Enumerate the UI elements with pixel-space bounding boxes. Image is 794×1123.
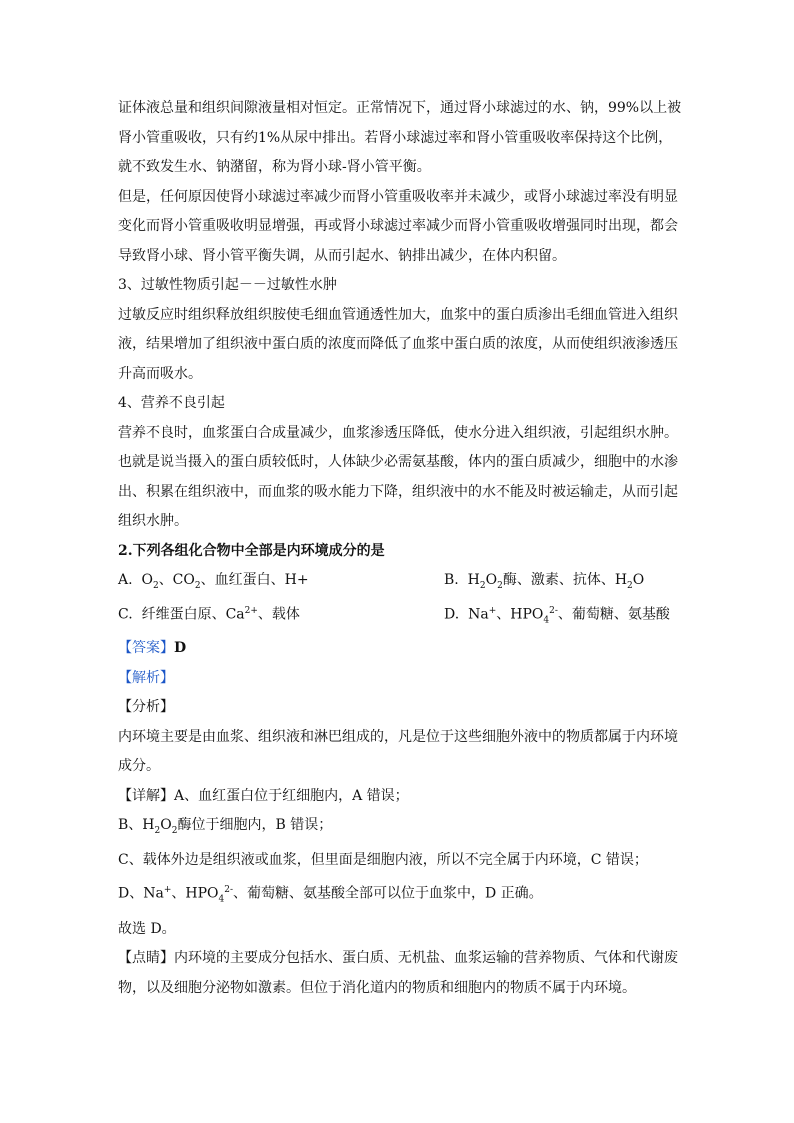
question-options — [118, 566, 678, 634]
nutrition-heading: 4、营养不良引起 — [118, 395, 225, 411]
analysis-tag: 【解析】 — [118, 669, 174, 686]
allergy-heading: 3、过敏性物质引起－－过敏性水肿 — [118, 277, 337, 293]
text-line: 证体液总量和组织间隙液量相对恒定。正常情况下，通过肾小球滤过的水、钠，99%以上被 — [118, 100, 682, 116]
text-line: 营养不良时，血浆蛋白合成量减少，血浆渗透压降低，使水分进入组织液，引起组织水肿。 — [118, 424, 678, 441]
option-b: B. $H_2O_2$酶、激素、抗体、$H_2O$ — [444, 572, 645, 591]
detail-line-a: 【详解】A、血红蛋白位于红细胞内，A 错误； — [118, 787, 409, 804]
question-number: 2. — [118, 542, 133, 559]
question-text: 下列各组化合物中全部是内环境成分的是 — [132, 542, 385, 559]
text-line: 导致肾小球、肾小管平衡失调，从而引起水、钠排出减少，在体内积留。 — [118, 247, 566, 264]
answer-tag: 【答案】 — [118, 640, 174, 656]
text-line: 物，以及细胞分泌物如激素。但位于消化道内的物质和细胞内的物质不属于内环境。 — [118, 979, 636, 996]
text-line: 变化而肾小管重吸收明显增强，再或肾小球滤过率减少而肾小管重吸收增强同时出现，都会 — [118, 218, 678, 234]
text-line: 出、积累在组织液中，而血浆的吸水能力下降，组织液中的水不能及时被运输走，从而引起 — [118, 483, 678, 500]
option-a: A. $O_2$、$CO_2$、血红蛋白、H+ — [118, 572, 309, 591]
text-line: 也就是说当摄入的蛋白质较低时，人体缺少必需氨基酸，体内的蛋白质减少，细胞中的水渗 — [118, 454, 678, 470]
text-line: 液，结果增加了组织液中蛋白质的浓度而降低了血浆中蛋白质的浓度，从而使组织液渗透压 — [118, 336, 678, 352]
kidney-paragraph — [118, 94, 682, 271]
option-c: C. 纤维蛋白原、$Ca^{2+}$、载体 — [118, 606, 300, 623]
detail-line-b: B、$H_2O_2$酶位于细胞内，B 错误； — [118, 817, 333, 836]
fenxi-tag-line — [118, 693, 678, 723]
option-d: D. Na+、$HPO_4^{2-}$、葡萄糖、氨基酸 — [444, 606, 670, 626]
fenxi-tag: 【分析】 — [118, 699, 174, 715]
document-page — [118, 94, 682, 1003]
comment-tag: 【点睛】 — [118, 950, 174, 967]
text-line: 组织水肿。 — [118, 513, 188, 529]
text-line: 内环境主要是由血浆、组织液和淋巴组成的，凡是位于这些细胞外液中的物质都属于内环境 — [118, 728, 678, 745]
detail-conclusion: 故选 D。 — [118, 920, 176, 937]
detail-tag: 【详解】 — [118, 787, 174, 804]
text-line: 过敏反应时组织释放组织胺使毛细血管通透性加大，血浆中的蛋白质渗出毛细血管进入组织 — [118, 306, 678, 323]
question-stem — [118, 537, 678, 567]
answer-line — [118, 634, 678, 664]
text-line: 就不致发生水、钠潴留，称为肾小球-肾小管平衡。 — [118, 159, 431, 175]
answer-value: D — [174, 640, 187, 656]
text-line: 升高而吸水。 — [118, 365, 202, 382]
text-line: 成分。 — [118, 758, 160, 774]
text-line: 但是，任何原因使肾小球滤过率减少而肾小管重吸收率并未减少，或肾小球滤过率没有明显 — [118, 188, 678, 205]
text-line: 肾小管重吸收，只有约1%从尿中排出。若肾小球滤过率和肾小管重吸收率保持这个比例， — [118, 129, 673, 146]
analysis-tag-line — [118, 664, 678, 694]
comment-line: 【点睛】内环境的主要成分包括水、蛋白质、无机盐、血浆运输的营养物质、气体和代谢废 — [118, 950, 678, 967]
detail-line-c: C、载体外边是组织液或血浆，但里面是细胞内液，所以不完全属于内环境，C 错误； — [118, 852, 648, 869]
detail-line-d: D、Na+、$HPO_4^{2-}$、葡萄糖、氨基酸全部可以位于血浆中，D 正确。 — [118, 884, 543, 905]
